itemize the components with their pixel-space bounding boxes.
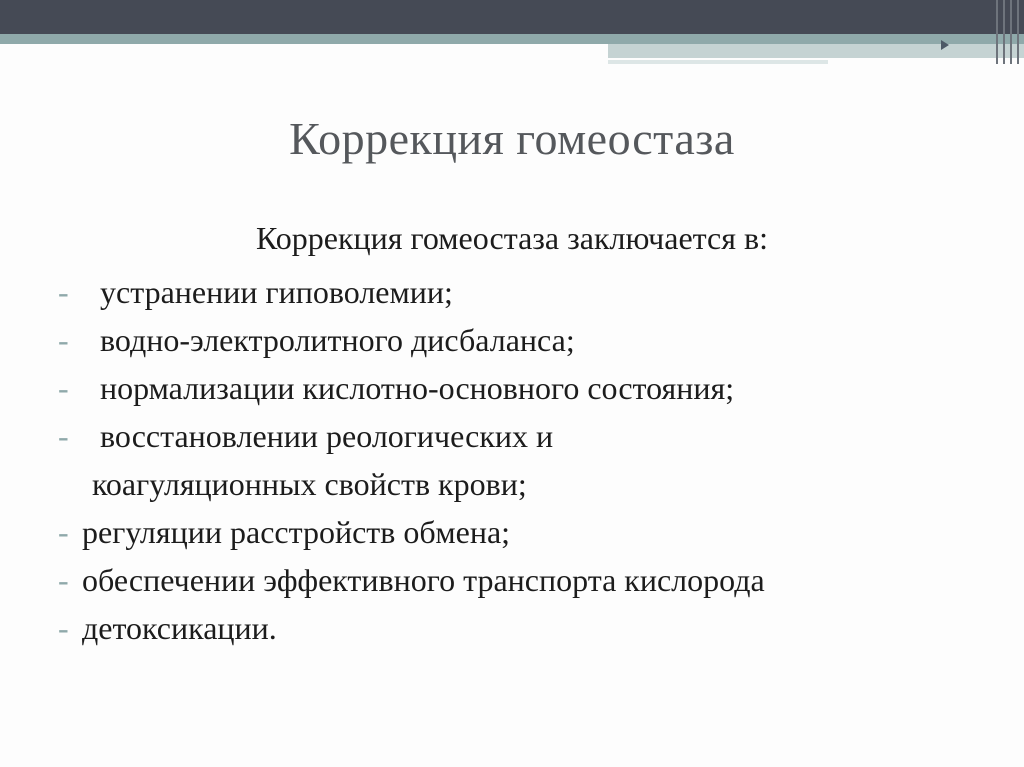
list-item bbox=[58, 364, 765, 412]
list-item bbox=[58, 604, 765, 652]
list-item-text: обеспечении эффективного транспорта кислорода bbox=[82, 562, 765, 598]
bullet-dash: - bbox=[58, 418, 69, 454]
list-item bbox=[58, 316, 765, 364]
list-item bbox=[58, 508, 765, 556]
list-item-text: водно-электролитного дисбаланса; bbox=[92, 322, 575, 358]
list-item bbox=[58, 412, 765, 508]
list-item bbox=[58, 268, 765, 316]
list-item-text: детоксикации. bbox=[82, 610, 277, 646]
triangle-marker-icon bbox=[941, 40, 949, 50]
list-item-text: регуляции расстройств обмена; bbox=[82, 514, 511, 550]
intro-text: Коррекция гомеостаза заключается в: bbox=[256, 220, 768, 256]
bullet-dash: - bbox=[58, 370, 69, 406]
header-stripe bbox=[1017, 0, 1019, 64]
list-item bbox=[58, 556, 765, 604]
header-accent-bar bbox=[608, 44, 1024, 58]
header-stripe bbox=[1003, 0, 1005, 64]
header-dark-bar bbox=[0, 0, 1024, 34]
bullet-dash: - bbox=[58, 610, 69, 646]
list-item-text: восстановлении реологических и bbox=[92, 418, 554, 454]
bullet-dash: - bbox=[58, 514, 69, 550]
header-teal-bar bbox=[0, 34, 1024, 44]
bullet-dash: - bbox=[58, 562, 69, 598]
header-thin-bar bbox=[608, 60, 828, 64]
list-item-text: нормализации кислотно-основного состояния; bbox=[92, 370, 735, 406]
bullet-dash: - bbox=[58, 274, 69, 310]
bullet-list bbox=[58, 268, 765, 652]
list-item-continuation: коагуляционных свойств крови; bbox=[92, 466, 527, 502]
header-stripe bbox=[996, 0, 998, 64]
slide-title: Коррекция гомеостаза bbox=[289, 113, 735, 164]
list-item-text: устранении гиповолемии; bbox=[92, 274, 453, 310]
bullet-dash: - bbox=[58, 322, 69, 358]
header-stripe bbox=[1010, 0, 1012, 64]
